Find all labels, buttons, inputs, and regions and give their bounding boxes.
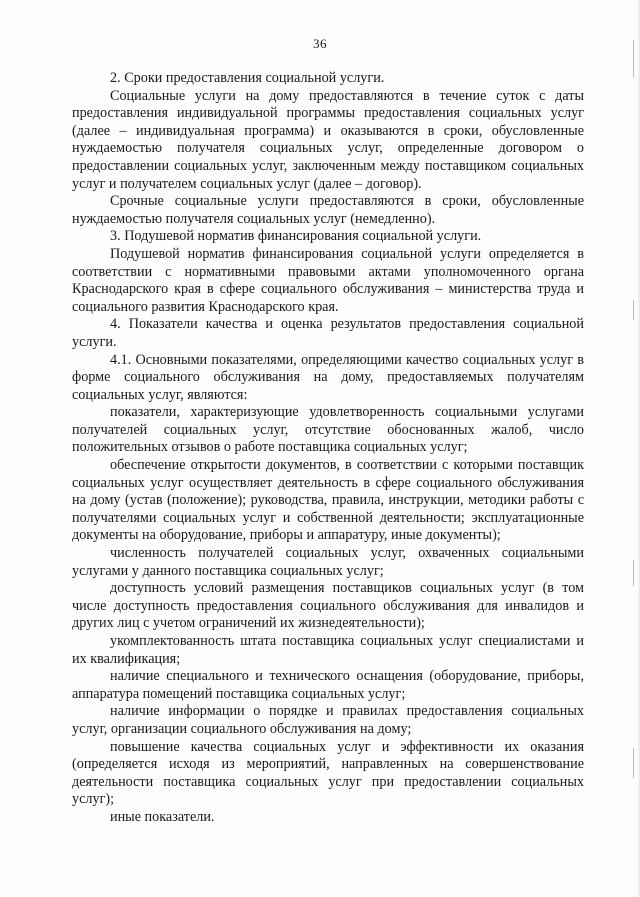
- scan-artifact: [633, 560, 634, 586]
- list-item: наличие специального и технического оснащения (оборудование, приборы, аппаратура помещений поставщика социальных услуг;: [72, 668, 584, 702]
- paragraph: 4.1. Основными показателями, определяющими качество социальных услуг в форме социального обслуживания на дому, предоставляемых получателям социальных услуг, являются:: [72, 351, 584, 403]
- section-heading-3: 3. Подушевой норматив финансирования социальной услуги.: [110, 228, 482, 245]
- list-item: повышение качества социальных услуг и эффективности их оказания (определяется исходя из мероприятий, направленных на совершенствование деятельности поставщика социальных услуг при предоставлении социальных услуг);: [72, 738, 584, 808]
- page-number: 36: [313, 36, 327, 51]
- section-heading-2: 2. Сроки предоставления социальной услуги.: [110, 70, 385, 86]
- list-item: обеспечение открытости документов, в соответствии с которыми поставщик социальных услуг осуществляет деятельность в сфере социального обслуживания на дому (устав (положение); руководства, правила, инструкции, методики работы с получателями социальных услуг и собственной деятельности; эксплуатационные документы на оборудование, приборы и аппаратуру, иные документы);: [72, 457, 584, 544]
- list-item: численность получателей социальных услуг, охваченных социальными услугами у данного поставщика социальных услуг;: [72, 545, 584, 579]
- list-item: доступность условий размещения поставщиков социальных услуг (в том числе доступность предоставления социального обслуживания для инвалидов и других лиц с учетом ограничений их жизнедеятельности);: [72, 580, 584, 632]
- list-item: показатели, характеризующие удовлетворенность социальными услугами получателей социальных услуг, отсутствие обоснованных жалоб, число положительных отзывов о работе поставщика социальных услуг;: [72, 404, 584, 456]
- paragraph: Срочные социальные услуги предоставляются в сроки, обусловленные нуждаемостью получателя социальных услуг (немедленно).: [72, 193, 584, 227]
- document-body: [72, 70, 584, 827]
- paragraph: Социальные услуги на дому предоставляются в течение суток с даты предоставления индивидуальной программы предоставления социальных услуг (далее – индивидуальная программа) и оказываются в сроки, обусловленные нуждаемостью получателя социальных услуг, определенные договором о предоставлении социальных услуг, заключенным между поставщиком социальных услуг и получателем социальных услуг (далее – договор).: [72, 87, 584, 192]
- scan-artifact: [633, 748, 634, 778]
- scan-artifact: [633, 300, 634, 320]
- list-item: наличие информации о порядке и правилах предоставления социальных услуг, организации социального обслуживания на дому;: [72, 703, 584, 737]
- list-item: укомплектованность штата поставщика социальных услуг специалистами и их квалификация;: [72, 633, 584, 667]
- section-heading-4: 4. Показатели качества и оценка результатов предоставления социальной услуги.: [72, 316, 584, 350]
- paragraph: Подушевой норматив финансирования социальной услуги определяется в соответствии с нормативными правовыми актами уполномоченного органа Краснодарского края в сфере социального обслуживания – министерства труда и социального развития Краснодарского края.: [72, 245, 584, 315]
- scan-artifact: [633, 40, 634, 78]
- list-item: иные показатели.: [110, 808, 215, 825]
